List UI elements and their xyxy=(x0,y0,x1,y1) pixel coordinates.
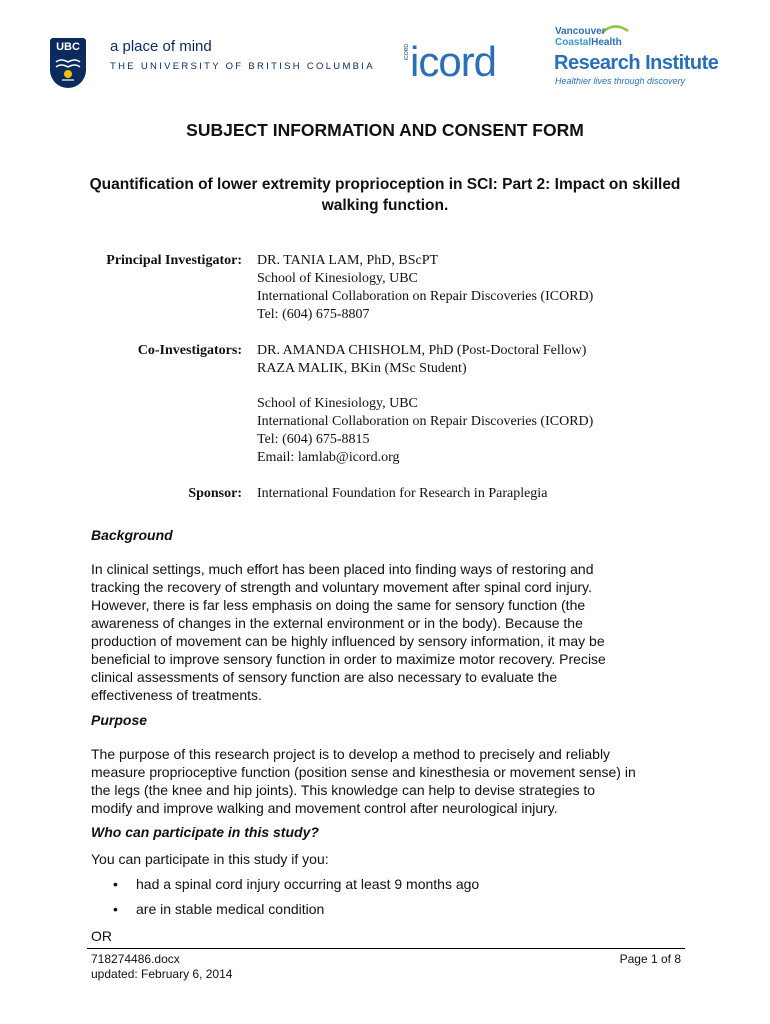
vch-coastal: Coastal xyxy=(555,37,592,48)
criteria-item: had a spinal cord injury occurring at least 9 months ago xyxy=(136,876,480,892)
co-dept: School of Kinesiology, UBC xyxy=(257,396,418,411)
background-line: clinical assessments of sensory function are also necessary to evaluate the xyxy=(91,669,558,685)
pi-name: DR. TANIA LAM, PhD, BScPT xyxy=(257,253,439,268)
research-institute-name: Research Institute xyxy=(554,52,719,74)
co-investigator-1: DR. AMANDA CHISHOLM, PhD (Post-Doctoral Fellow) xyxy=(257,343,587,358)
vch-health: Health xyxy=(591,37,622,48)
page-number: Page 1 of 8 xyxy=(619,952,681,966)
purpose-line: The purpose of this research project is to develop a method to precisely and reliably xyxy=(91,746,611,762)
pi-label: Principal Investigator: xyxy=(106,253,242,268)
purpose-line: the legs (the knee and hip joints). This knowledge can help to devise strategies to xyxy=(91,782,596,798)
sponsor-label: Sponsor: xyxy=(188,486,242,501)
co-email: Email: lamlab@icord.org xyxy=(257,450,400,465)
co-investigators-label: Co-Investigators: xyxy=(137,343,242,358)
pi-dept: School of Kinesiology, UBC xyxy=(257,271,418,286)
background-text xyxy=(91,560,691,704)
pi-org: International Collaboration on Repair Discoveries (ICORD) xyxy=(257,289,594,304)
background-line: beneficial to improve sensory function in order to maximize motor recovery. Precise xyxy=(91,651,606,667)
sponsor-name: International Foundation for Research in Paraplegia xyxy=(257,486,548,501)
background-line: tracking the recovery of strength and voluntary movement after spinal cord injury. xyxy=(91,579,592,595)
footer-filename: 718274486.docx xyxy=(91,952,180,966)
ubc-logo xyxy=(50,38,86,88)
icord-tag: ICORD xyxy=(404,44,410,61)
participate-heading: Who can participate in this study? xyxy=(91,824,319,840)
purpose-line: measure proprioceptive function (position sense and kinesthesia or movement sense) in xyxy=(91,764,636,780)
ubc-abbr: UBC xyxy=(56,41,80,53)
background-line: effectiveness of treatments. xyxy=(91,687,262,703)
research-institute-tagline: Healthier lives through discovery xyxy=(555,76,686,86)
background-line: awareness of changes in the external environment or in the body). Because the xyxy=(91,615,583,631)
page-title: SUBJECT INFORMATION AND CONSENT FORM xyxy=(186,120,584,140)
bullet-icon: • xyxy=(113,876,118,892)
participate-intro: You can participate in this study if you: xyxy=(91,851,329,867)
background-line: However, there is far less emphasis on doing the same for sensory function (the xyxy=(91,597,586,613)
icord-logo: icord xyxy=(410,38,497,85)
ubc-tagline: a place of mind xyxy=(110,38,212,55)
purpose-line: modify and improve walking and movement control after neurological injury. xyxy=(91,800,558,816)
co-org: International Collaboration on Repair Discoveries (ICORD) xyxy=(257,414,594,429)
bullet-icon: • xyxy=(113,901,118,917)
co-investigator-2: RAZA MALIK, BKin (MSc Student) xyxy=(257,361,467,376)
background-line: production of movement can be highly influenced by sensory information, it may be xyxy=(91,633,605,649)
study-title: Quantification of lower extremity proprioception in SCI: Part 2: Impact on skilled walking function. xyxy=(89,176,681,214)
purpose-text xyxy=(91,745,691,817)
footer-divider xyxy=(87,948,685,949)
background-line: In clinical settings, much effort has been placed into finding ways of restoring and xyxy=(91,561,594,577)
ubc-name: THE UNIVERSITY OF BRITISH COLUMBIA xyxy=(110,61,375,72)
or-text: OR xyxy=(91,928,112,944)
ubc-crest-icon xyxy=(54,56,82,84)
vch-name-line2 xyxy=(555,37,622,48)
pi-tel: Tel: (604) 675-8807 xyxy=(257,307,370,322)
vch-name-line1: Vancouver xyxy=(555,26,606,37)
background-heading: Background xyxy=(91,527,173,543)
co-tel: Tel: (604) 675-8815 xyxy=(257,432,370,447)
purpose-heading: Purpose xyxy=(91,712,148,728)
footer-updated: updated: February 6, 2014 xyxy=(91,967,233,981)
criteria-item: are in stable medical condition xyxy=(136,901,325,917)
